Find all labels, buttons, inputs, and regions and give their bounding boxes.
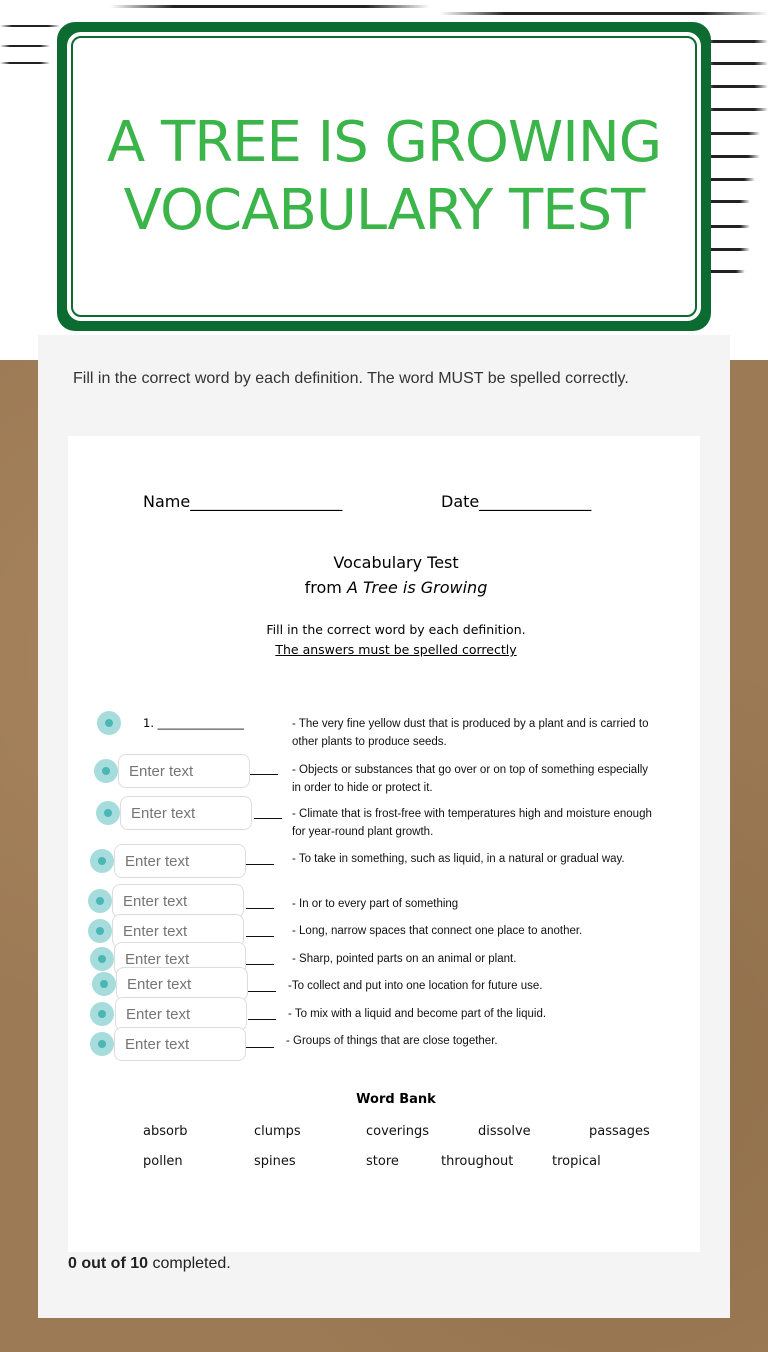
word-bank-word: tropical (552, 1154, 601, 1169)
definition-8: -To collect and put into one location for future use. (288, 980, 543, 992)
direction-1: Fill in the correct word by each definition. (266, 622, 526, 637)
word-bank-word: passages (589, 1124, 650, 1139)
page-title: A TREE IS GROWING VOCABULARY TEST (106, 109, 662, 243)
answer-input-9[interactable] (115, 997, 247, 1031)
word-bank-word: throughout (441, 1154, 514, 1169)
answer-input-10[interactable] (114, 1027, 246, 1061)
direction-2: The answers must be spelled correctly (275, 642, 517, 657)
answer-input-5[interactable] (112, 884, 244, 918)
word-bank-word: coverings (366, 1124, 430, 1139)
test-subheading: from A Tree is Growing (304, 578, 488, 597)
word-bank-word: pollen (143, 1154, 183, 1169)
word-bank-word: spines (254, 1154, 296, 1169)
answer-hotspot-7[interactable] (90, 947, 114, 971)
answer-input-2[interactable] (118, 754, 250, 788)
answer-hotspot-6[interactable] (88, 919, 112, 943)
answer-hotspot-5[interactable] (88, 889, 112, 913)
answer-hotspot-8[interactable] (92, 972, 116, 996)
word-bank-word: absorb (143, 1124, 188, 1139)
title-banner (57, 22, 711, 331)
definition-5: - In or to every part of something (292, 898, 459, 910)
answer-hotspot-2[interactable] (94, 759, 118, 783)
definition-1: - The very fine yellow dust that is produced by a plant and is carried to other plants to produce seeds. (292, 718, 649, 748)
answer-input-4[interactable] (114, 844, 246, 878)
name-label: Name___________________ (143, 492, 343, 511)
answer-hotspot-10[interactable] (90, 1032, 114, 1056)
answer-hotspot-1[interactable] (97, 711, 121, 735)
definition-3: - Climate that is frost-free with temperatures high and moisture enough for year-round plant growth. (292, 808, 652, 838)
word-bank-word: clumps (254, 1124, 301, 1139)
definition-2: - Objects or substances that go over or on top of something especially in order to hide or protect it. (292, 764, 649, 794)
answer-input-3[interactable] (120, 796, 252, 830)
definition-7: - Sharp, pointed parts on an animal or plant. (292, 953, 517, 965)
answer-hotspot-9[interactable] (90, 1002, 114, 1026)
answer-hotspot-4[interactable] (90, 849, 114, 873)
definition-9: - To mix with a liquid and become part of the liquid. (288, 1008, 547, 1020)
item-1-blank: 1. _______________ (143, 716, 244, 730)
definition-6: - Long, narrow spaces that connect one place to another. (292, 925, 583, 937)
answer-hotspot-3[interactable] (96, 801, 120, 825)
answer-input-8[interactable] (116, 967, 248, 1001)
word-bank-word: dissolve (478, 1124, 531, 1139)
word-bank-title: Word Bank (356, 1092, 436, 1107)
progress-status: 0 out of 10 completed. (68, 1255, 231, 1272)
instructions: Fill in the correct word by each definition. The word MUST be spelled correctly. (73, 370, 629, 387)
date-label: Date______________ (441, 492, 592, 511)
test-heading: Vocabulary Test (333, 553, 459, 572)
definition-10: - Groups of things that are close together. (286, 1035, 498, 1047)
word-bank-word: store (366, 1154, 399, 1169)
definition-4: - To take in something, such as liquid, in a natural or gradual way. (292, 853, 625, 865)
